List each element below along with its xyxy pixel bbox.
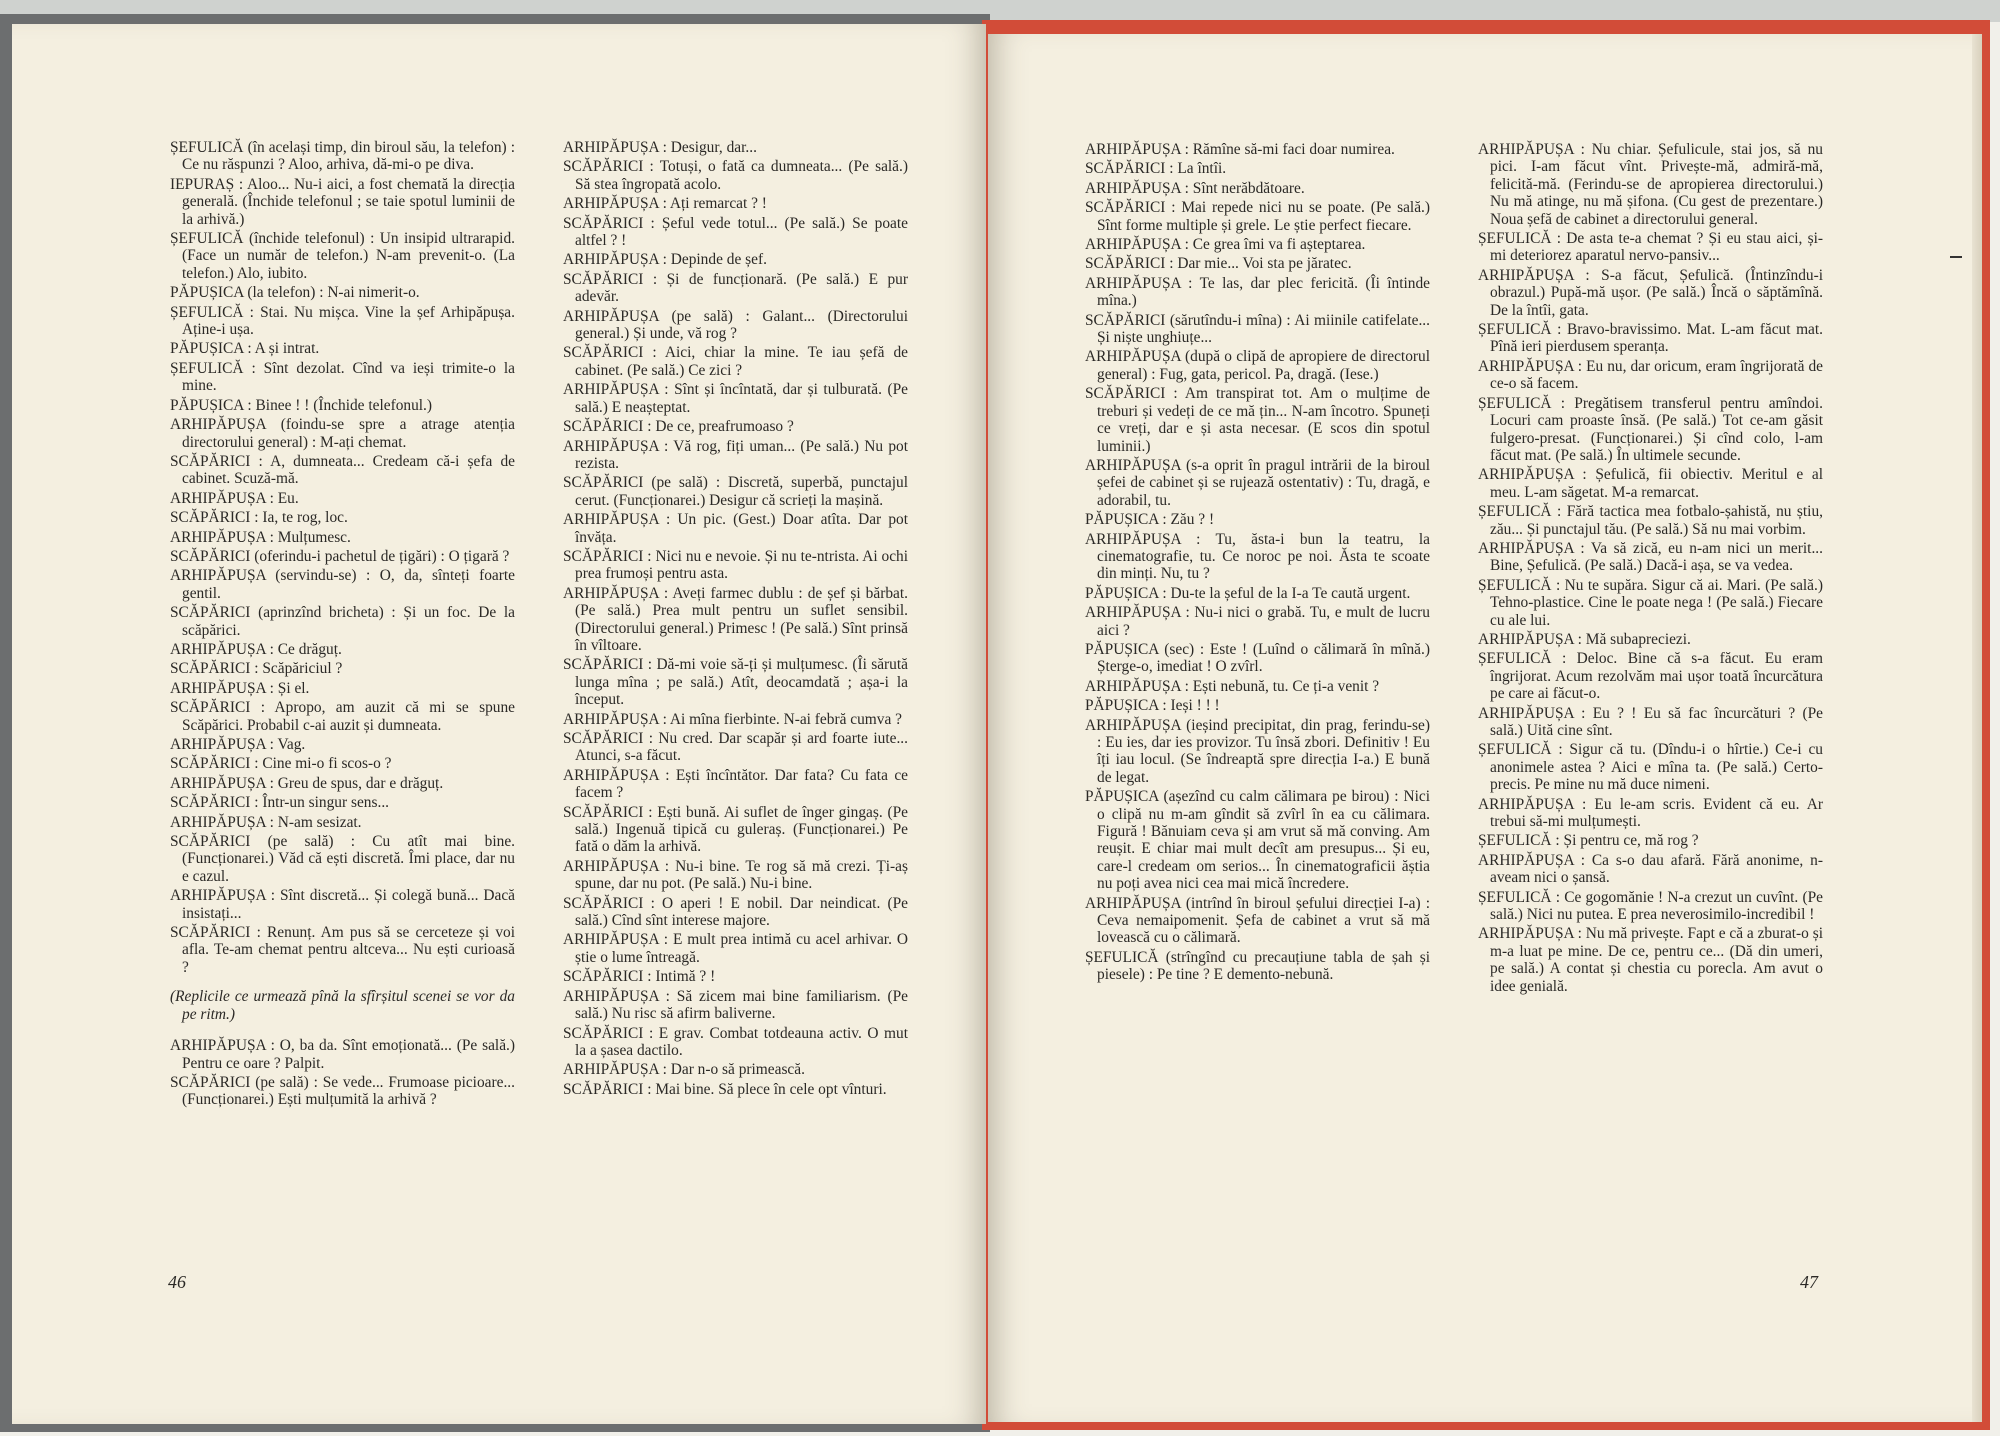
dialogue-line: ȘEFULICĂ : Bravo-bravissimo. Mat. L-am făcut mat. Pînă ieri pierdusem speranța. xyxy=(1478,321,1823,356)
dialogue-line: ARHIPĂPUȘA : Rămîne să-mi faci doar numirea. xyxy=(1085,141,1395,158)
dialogue-line: SCĂPĂRICI : Mai repede nici nu se poate. (Pe sală.) Sînt forme multiple și grele. Le știe perfect fiecare. xyxy=(1085,199,1430,234)
dialogue-line: SCĂPĂRICI : Mai bine. Să plece în cele opt vînturi. xyxy=(563,1080,887,1098)
dialogue-line: ARHIPĂPUȘA : Ca s-o dau afară. Fără anonime, n-aveam nici o șansă. xyxy=(1478,851,1823,887)
dialogue-line: PĂPUȘICA : A și intrat. xyxy=(170,340,320,358)
dialogue-line: PĂPUȘICA (așezînd cu calm călimara pe birou) : Nici o clipă nu m-am gîndit să zvîrl în ea cu călimara. Figură ! Bănuiam ceva și am vrut să mă conving. Am reușit. E chiar mai mult decît am presupus... Și eu, care-l credeam om serios... În cinematograficii ăștia nu poți avea nici cea mai mică încredere. xyxy=(1085,788,1430,893)
dialogue-line: SCĂPĂRICI : A, dumneata... Credeam că-i șefa de cabinet. Scuză-mă. xyxy=(170,452,515,488)
dialogue-line: ARHIPĂPUȘA : S-a făcut, Șefulică. (Întinzîndu-i obrazul.) Pupă-mă ușor. (Pe sală.) Încă o săptămînă. De la întîi, gata. xyxy=(1478,266,1823,319)
dialogue-line: ARHIPĂPUȘA : Eu nu, dar oricum, eram îngrijorată de ce-o să facem. xyxy=(1478,357,1823,393)
dialogue-line: ARHIPĂPUȘA : Eu ? ! Eu să fac încurcături ? (Pe sală.) Uită cine sînt. xyxy=(1478,704,1823,739)
dialogue-line: ARHIPĂPUȘA : E mult prea intimă cu acel arhivar. O știe o lume întreagă. xyxy=(563,931,908,966)
dialogue-line: SCĂPĂRICI (pe sală) : Cu atît mai bine. (Funcționarei.) Văd că ești discretă. Îmi place, dar nu e cazul. xyxy=(170,833,515,885)
dialogue-line: ARHIPĂPUȘA : Șefulică, fii obiectiv. Meritul e al meu. L-am săgetat. M-a remarcat. xyxy=(1478,466,1823,501)
dialogue-line: ȘEFULICĂ : Pregătisem transferul pentru amîndoi. Locuri cam proaste însă. (Pe sală.) Tot ce-am găsit fulgero-presat. (Funcționarei.) Și cînd colo, l-am făcut mat. (Pe sală.) În ultimele secunde. xyxy=(1478,394,1823,464)
dialogue-line: SCĂPĂRICI : Dă-mi voie să-ți și mulțumesc. (Îi sărută lunga mîna ; pe sală.) Atît, deocamdată ; așa-i la început. xyxy=(563,656,908,709)
dialogue-line: PĂPUȘICA : Binee ! ! (Închide telefonul.) xyxy=(170,396,433,414)
dialogue-line: SCĂPĂRICI : Ești bună. Ai suflet de înger gingaș. (Pe sală.) Ingenuă tipică cu guleraș. (Funcționarei.) Pe fată o dăm la arhivă. xyxy=(563,803,908,856)
dialogue-line: SCĂPĂRICI (pe sală) : Se vede... Frumoase picioare... (Funcționarei.) Ești mulțumită la arhivă ? xyxy=(170,1073,515,1109)
dialogue-line: ARHIPĂPUȘA : N-am sesizat. xyxy=(170,813,362,831)
dialogue-line: SCĂPĂRICI : Renunț. Am pus să se cerceteze și voi afla. Te-am chemat pentru altceva... Nu ești curioasă ? xyxy=(170,924,515,976)
dialogue-line: ARHIPĂPUȘA : Sînt și încîntată, dar și tulburată. (Pe sală.) E neașteptat. xyxy=(563,381,908,416)
dialogue-line: SCĂPĂRICI : Am transpirat tot. Am o mulțime de treburi și vedeți de ce mă țin... N-am încotro. Spuneți ce vreți, dar e și asta necesar. (E scos din spotul luminii.) xyxy=(1085,385,1430,455)
dialogue-line: ARHIPĂPUȘA : Ce grea îmi va fi așteptarea. xyxy=(1085,236,1366,254)
dialogue-line: ARHIPĂPUȘA : Un pic. (Gest.) Doar atîta. Dar pot învăța. xyxy=(563,511,908,546)
dialogue-line: ȘEFULICĂ : Nu te supăra. Sigur că ai. Mari. (Pe sală.) Tehno-plastice. Cine le poate nega ! (Pe sală.) Fiecare cu ale lui. xyxy=(1478,576,1823,629)
dialogue-line: ARHIPĂPUȘA : Ești încîntător. Dar fata? Cu fata ce facem ? xyxy=(563,766,908,802)
dialogue-line: ȘEFULICĂ : Deloc. Bine că s-a făcut. Eu eram îngrijorat. Acum rezolvăm mai ușor toată încurcătura pe care ai făcut-o. xyxy=(1478,650,1823,703)
dialogue-line: SCĂPĂRICI : Aici, chiar la mine. Te iau șefă de cabinet. (Pe sală.) Ce zici ? xyxy=(563,344,908,379)
dialogue-line: ȘEFULICĂ (strîngînd cu precauțiune tabla de șah și piesele) : Pe tine ? E demento-nebună. xyxy=(1085,948,1430,984)
dialogue-line: ARHIPĂPUȘA : Va să zică, eu n-am nici un merit... Bine, Șefulică. (Pe sală.) Dacă-i așa, se va vedea. xyxy=(1478,539,1823,575)
dialogue-line: SCĂPĂRICI : E grav. Combat totdeauna activ. O mut la a șasea dactilo. xyxy=(563,1024,908,1059)
margin-mark xyxy=(1950,256,1962,258)
text-column-4 xyxy=(1478,141,1823,997)
dialogue-line: SCĂPĂRICI (aprinzînd bricheta) : Și un foc. De la scăpărici. xyxy=(170,604,515,639)
dialogue-line: ARHIPĂPUȘA (după o clipă de apropiere de directorul general) : Fug, gata, pericol. Pa, dragă. (Iese.) xyxy=(1085,348,1430,383)
dialogue-line: SCĂPĂRICI : Scăpăriciul ? xyxy=(170,660,343,678)
dialogue-line: ARHIPĂPUȘA : Ați remarcat ? ! xyxy=(563,195,767,213)
dialogue-line: ARHIPĂPUȘA : Și el. xyxy=(170,679,310,697)
dialogue-line: ARHIPĂPUȘA : Să zicem mai bine familiarism. (Pe sală.) Nu risc să afirm baliverne. xyxy=(563,987,908,1023)
dialogue-line: SCĂPĂRICI (oferindu-i pachetul de țigări) : O țigară ? xyxy=(170,547,510,565)
dialogue-line: ARHIPĂPUȘA : Depinde de șef. xyxy=(563,251,767,269)
dialogue-line: ARHIPĂPUȘA (intrînd în biroul șefului direcției I-a) : Ceva nemaipomenit. Șefa de cabinet a vrut să mă lovească cu o călimară. xyxy=(1085,894,1430,947)
text-column-1 xyxy=(170,139,515,1111)
text-column-2 xyxy=(563,139,908,1100)
dialogue-line: ARHIPĂPUȘA : Mulțumesc. xyxy=(170,528,351,546)
dialogue-line: PĂPUȘICA : Zău ? ! xyxy=(1085,511,1215,529)
page-number-left: 46 xyxy=(168,1272,186,1292)
dialogue-line: SCĂPĂRICI : Nici nu e nevoie. Și nu te-ntrista. Ai ochi prea frumoși pentru asta. xyxy=(563,547,908,583)
page-number-right: 47 xyxy=(1800,1272,1818,1292)
dialogue-line: PĂPUȘICA (sec) : Este ! (Luînd o călimară în mînă.) Șterge-o, imediat ! O zvîrl. xyxy=(1085,640,1430,676)
dialogue-line: ȘEFULICĂ : Și pentru ce, mă rog ? xyxy=(1478,832,1699,850)
dialogue-line: PĂPUȘICA : Du-te la șeful de la I-a Te caută urgent. xyxy=(1085,584,1411,602)
dialogue-line: SCĂPĂRICI : Într-un singur sens... xyxy=(170,794,390,812)
dialogue-line: SCĂPĂRICI : Intimă ? ! xyxy=(563,968,716,986)
dialogue-line: ȘEFULICĂ : De asta te-a chemat ? Și eu stau aici, și-mi deteriorez aparatul nervo-pansiv... xyxy=(1478,230,1823,265)
dialogue-line: PĂPUȘICA (la telefon) : N-ai nimerit-o. xyxy=(170,284,420,302)
dialogue-line: SCĂPĂRICI : Și de funcționară. (Pe sală.) E pur adevăr. xyxy=(563,270,908,306)
dialogue-line: ARHIPĂPUȘA : Nu-i nici o grabă. Tu, e mult de lucru aici ? xyxy=(1085,604,1430,639)
dialogue-line: ARHIPĂPUȘA : Dar n-o să primească. xyxy=(563,1061,805,1079)
dialogue-line: PĂPUȘICA : Ieși ! ! ! xyxy=(1085,697,1220,715)
dialogue-line: ARHIPĂPUȘA : Aveți farmec dublu : de șef și bărbat. (Pe sală.) Prea mult pentru un suflet sensibil. (Directorului general.) Primesc ! (Pe sală.) Sînt prinsă în vîltoare. xyxy=(563,584,908,654)
text-column-3 xyxy=(1085,141,1430,986)
dialogue-line: ARHIPĂPUȘA : Eu. xyxy=(170,489,299,507)
dialogue-line: ARHIPĂPUȘA : Ești nebună, tu. Ce ți-a venit ? xyxy=(1085,677,1380,695)
stage-direction: (Replicile ce urmează pînă la sfîrșitul scenei se vor da pe ritm.) xyxy=(170,988,515,1023)
dialogue-line: ARHIPĂPUȘA : Vă rog, fiți uman... (Pe sală.) Nu pot rezista. xyxy=(563,437,908,472)
dialogue-line: ȘEFULICĂ : Sigur că tu. (Dîndu-i o hîrtie.) Ce-i cu anonimele astea ? Aici e mîna ta. (Pe sală.) Certo-precis. Pe mine nu mă duce nimeni. xyxy=(1478,741,1823,794)
dialogue-line: ARHIPĂPUȘA : Eu le-am scris. Evident că eu. Ar trebui să-mi mulțumești. xyxy=(1478,795,1823,831)
dialogue-line: ARHIPĂPUȘA : Desigur, dar... xyxy=(563,139,757,156)
dialogue-line: SCĂPĂRICI : Ia, te rog, loc. xyxy=(170,509,348,527)
dialogue-line: ARHIPĂPUȘA : Greu de spus, dar e drăguț. xyxy=(170,774,444,792)
dialogue-line: ARHIPĂPUȘA : Vag. xyxy=(170,736,306,753)
dialogue-line: SCĂPĂRICI : Apropo, am auzit că mi se spune Scăpărici. Probabil c-ai auzit și dumneata. xyxy=(170,699,515,734)
dialogue-line: ARHIPĂPUȘA : Sînt discretă... Și colegă bună... Dacă insistați... xyxy=(170,887,515,922)
dialogue-line: ARHIPĂPUȘA (servindu-se) : O, da, sînteți foarte gentil. xyxy=(170,567,515,602)
dialogue-line: ARHIPĂPUȘA : O, ba da. Sînt emoționată... (Pe sală.) Pentru ce oare ? Palpit. xyxy=(170,1037,515,1072)
dialogue-line: SCĂPĂRICI (pe sală) : Discretă, superbă, punctajul cerut. (Funcționarei.) Desigur că scrieți la mașină. xyxy=(563,474,908,509)
dialogue-line: ARHIPĂPUȘA : Tu, ăsta-i bun la teatru, la cinematografie, tu. Ce noroc pe noi. Ăsta te scoate din minți. Nu, tu ? xyxy=(1085,530,1430,583)
dialogue-line: SCĂPĂRICI : O aperi ! E nobil. Dar neindicat. (Pe sală.) Cînd sînt interese majore. xyxy=(563,894,908,930)
dialogue-line: ARHIPĂPUȘA : Sînt nerăbdătoare. xyxy=(1085,179,1305,197)
dialogue-line: SCĂPĂRICI : Nu cred. Dar scapăr și ard foarte iute... Atunci, s-a făcut. xyxy=(563,730,908,765)
dialogue-line: ȘEFULICĂ : Stai. Nu mișca. Vine la șef Arhipăpușa. Aține-i ușa. xyxy=(170,303,515,339)
dialogue-line: ARHIPĂPUȘA (ieșind precipitat, din prag, ferindu-se) : Eu ies, dar ies provizor. Tu însă zbori. Definitiv ! Eu îți iau locul. (Se îndreaptă spre direcția I-a.) E bună de legat. xyxy=(1085,716,1430,786)
dialogue-line: ȘEFULICĂ (în același timp, din biroul său, la telefon) : Ce nu răspunzi ? Aloo, arhiva, dă-mi-o pe diva. xyxy=(170,139,515,174)
dialogue-line: ȘEFULICĂ : Fără tactica mea fotbalo-șahistă, nu știu, zău... Și punctajul tău. (Pe sală.) Să nu mai vorbim. xyxy=(1478,503,1823,538)
dialogue-line: SCĂPĂRICI : Cine mi-o fi scos-o ? xyxy=(170,755,392,773)
dialogue-line: SCĂPĂRICI : Totuși, o fată ca dumneata... (Pe sală.) Să stea îngropată acolo. xyxy=(563,158,908,193)
dialogue-line: SCĂPĂRICI : De ce, preafrumoaso ? xyxy=(563,418,794,436)
dialogue-line: SCĂPĂRICI : La întîi. xyxy=(1085,160,1227,178)
dialogue-line: ȘEFULICĂ : Sînt dezolat. Cînd va ieși trimite-o la mine. xyxy=(170,359,515,395)
dialogue-line: ARHIPĂPUȘA : Mă subapreciezi. xyxy=(1478,630,1691,648)
dialogue-line: ARHIPĂPUȘA : Nu mă privește. Fapt e că a zburat-o și m-a luat pe mine. De ce, pentru ce... (Dă din umeri, pe sală.) A contat și chestia cu porecla. Am avut o idee genială. xyxy=(1478,925,1823,995)
dialogue-line: ȘEFULICĂ : Ce gogomănie ! N-a crezut un cuvînt. (Pe sală.) Nici nu putea. E prea neverosimilo-incredibil ! xyxy=(1478,888,1823,924)
dialogue-line: SCĂPĂRICI (sărutîndu-i mîna) : Ai miinile catifelate... Și niște unghiuțe... xyxy=(1085,311,1430,347)
dialogue-line: ARHIPĂPUȘA (s-a oprit în pragul intrării de la biroul șefei de cabinet și se rujează ostentativ) : Tu, dragă, e adorabil, tu. xyxy=(1085,456,1430,509)
dialogue-line: ARHIPĂPUȘA : Ai mîna fierbinte. N-ai febră cumva ? xyxy=(563,710,902,728)
dialogue-line: ARHIPĂPUȘA : Te las, dar plec fericită. (Îi întinde mîna.) xyxy=(1085,274,1430,310)
dialogue-line: ARHIPĂPUȘA : Ce drăguț. xyxy=(170,640,342,658)
dialogue-line: ARHIPĂPUȘA (foindu-se spre a atrage atenția directorului general) : M-ați chemat. xyxy=(170,416,515,451)
dialogue-line: IEPURAȘ : Aloo... Nu-i aici, a fost chemată la direcția generală. (Închide telefonul ; se taie spotul luminii de la arhivă.) xyxy=(170,175,515,228)
dialogue-line: ARHIPĂPUȘA (pe sală) : Galant... (Directorului general.) Și unde, vă rog ? xyxy=(563,307,908,343)
dialogue-line: ARHIPĂPUȘA : Nu-i bine. Te rog să mă crezi. Ți-aș spune, dar nu pot. (Pe sală.) Nu-i bine. xyxy=(563,857,908,893)
dialogue-line: SCĂPĂRICI : Șeful vede totul... (Pe sală.) Se poate altfel ? ! xyxy=(563,214,908,250)
dialogue-line: ȘEFULICĂ (închide telefonul) : Un insipid ultrarapid. (Face un număr de telefon.) N-am prevenit-o. (La telefon.) Alo, iubito. xyxy=(170,230,515,282)
dialogue-line: SCĂPĂRICI : Dar mie... Voi sta pe jăratec. xyxy=(1085,255,1352,273)
dialogue-line: ARHIPĂPUȘA : Nu chiar. Șefulicule, stai jos, să nu pici. I-am făcut vînt. Privește-mă, admiră-mă, felicită-mă. (Ferindu-se de apropierea directorului.) Nu mă atinge, nu mă șifona. (Cu gest de prezentare.) Noua șefă de cabinet a directorului general. xyxy=(1478,141,1823,228)
